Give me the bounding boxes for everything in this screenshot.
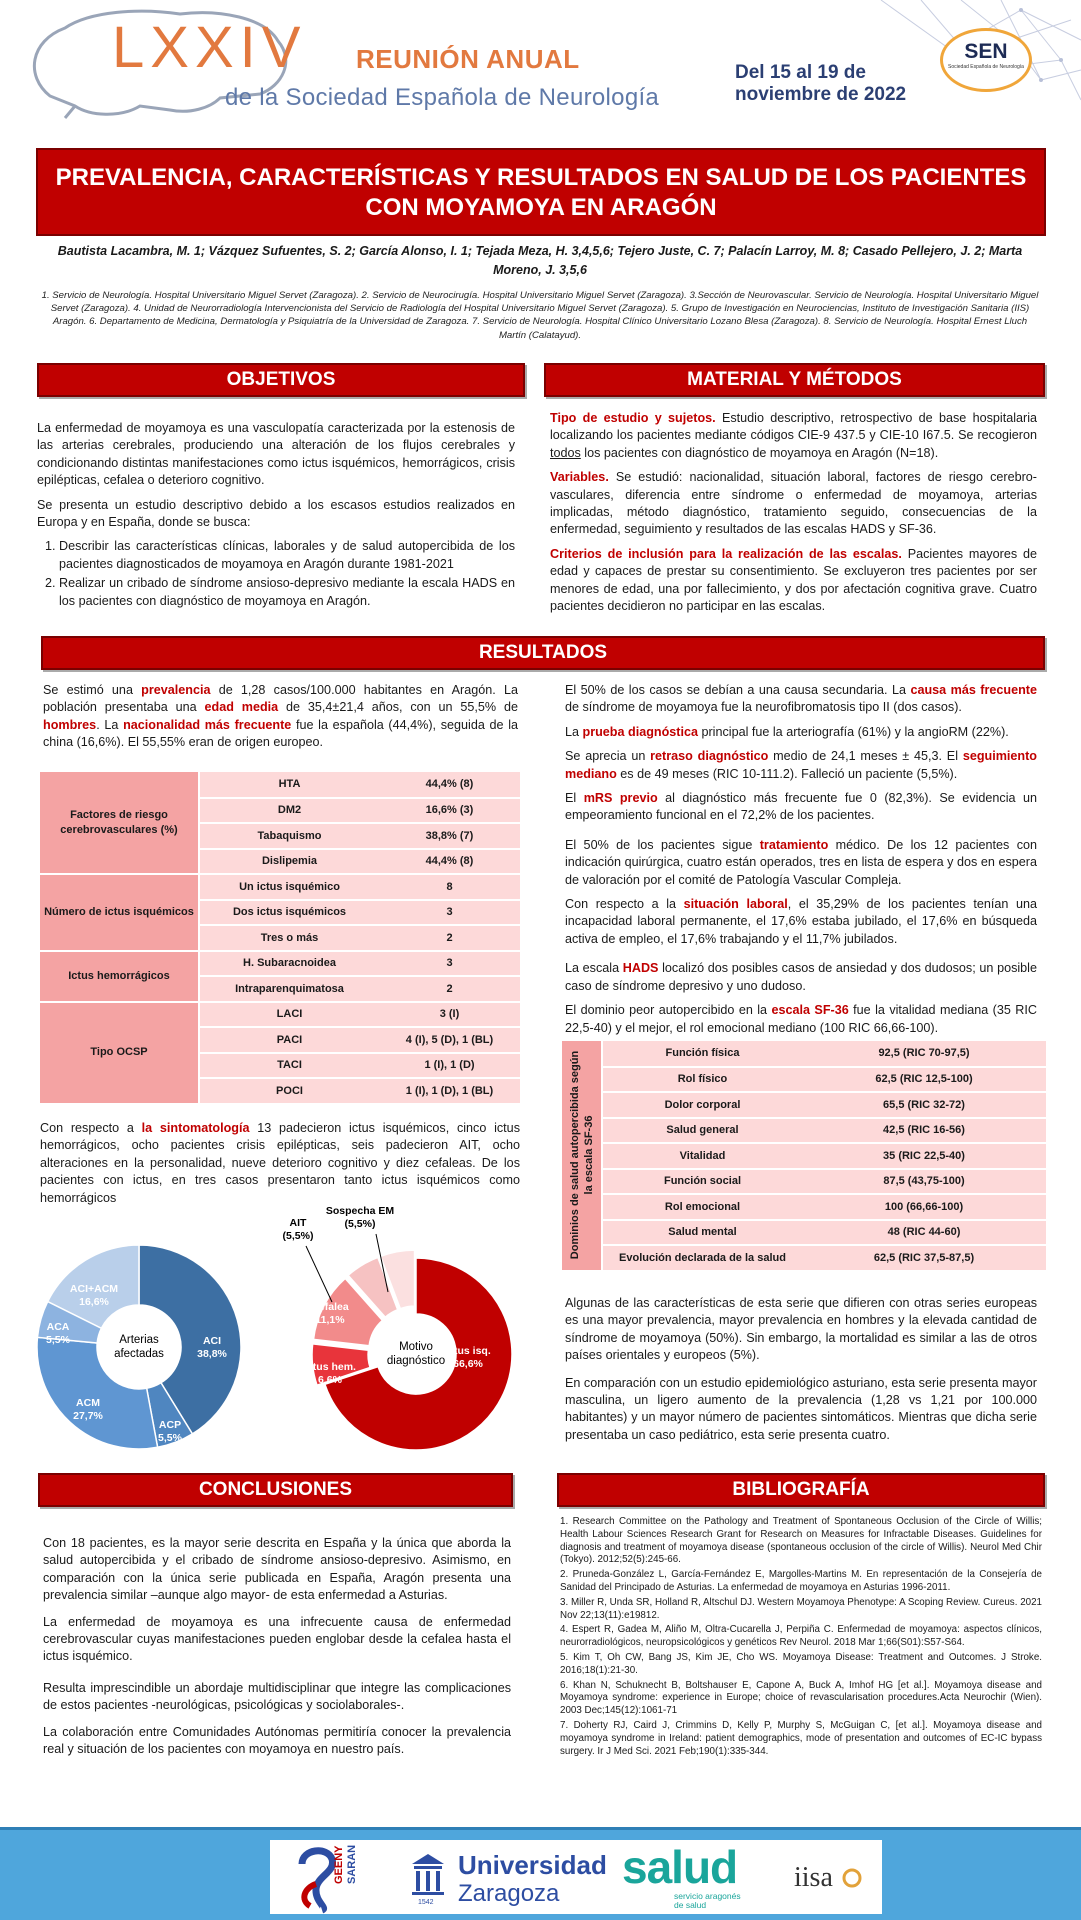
table-cell-item: POCI [199,1078,379,1104]
unizar-year: 1542 [418,1899,434,1906]
donut-data-label: ACP [158,1419,182,1431]
objetivos-item-2: 2. Realizar un cribado de síndrome ansioso-depresivo mediante la escala HADS en los pacientes con diagnóstico de moyamoya en Aragón. [59,575,515,610]
table-cell-value: 62,5 (RIC 12,5-100) [802,1067,1046,1093]
resultados-right-text [565,682,1037,1044]
table-row [562,1067,1046,1093]
donut-center-label: diagnóstico [386,1355,446,1367]
conclusiones-heading: CONCLUSIONES [38,1473,513,1507]
conclusiones-p4: La colaboración entre Comunidades Autónomas permitiría conocer la prevalencia real y situación de los pacientes con moyamoya en nuestro país. [43,1724,511,1757]
authors: Bautista Lacambra, M. 1; Vázquez Sufuentes, S. 2; García Alonso, I. 1; Tejada Meza, H. 3,4,5,6; Tejero Juste, C. 7; Palacín Larroy, M. 8; Casado Pellejero, J. 2; Marta Moreno, J. 3,5,6 [57,244,1023,277]
table-row [562,1169,1046,1195]
poster-title: PREVALENCIA, CARACTERÍSTICAS Y RESULTADOS EN SALUD DE LOS PACIENTES CON MOYAMOYA EN ARAGÓN [36,148,1046,236]
donut-data-label: 16,6% [79,1296,109,1308]
category-risk-factors: Factores de riesgo cerebrovasculares (%) [40,772,199,874]
resultados-left-p2: Con respecto a la sintomatología 13 padecieron ictus isquémicos, cinco ictus hemorrágicos, ocho pacientes crisis epilépticas, seis padecieron AIT, ocho alteraciones en la personalidad, nueve deterioro cognitivo y diez cefaleas. De los pacientes con ictus, en tres casos presentaron tanto ictus isquémicos como hemorrágicos [40,1121,520,1205]
affiliations: 1. Servicio de Neurología. Hospital Universitario Miguel Servet (Zaragoza). 2. Servicio de Neurocirugía. Hospital Universitario Miguel Servet (Zaragoza). 3.Sección de Neurovascular. Servicio de Neurología. Hospital Universitario Miguel Servet (Zaragoza). 4. Unidad de Neurorradiología Intervencionista del Servicio de Radiología del Hospital Universitario Miguel Servet (Zaragoza). 5. Grupo de Investigación en Neurociencias, Instituto de Investigación Sanitaria (IIS) Aragón. 6. Departamento de Medicina, Dermatología y Psiquiatría de la Universidad de Zaragoza. 7. Servicio de Neurología. Hospital Clínico Universitario Lozano Blesa (Zaragoza). 8. Servicio de Neurología. Hospital Ernest Lluch Martín (Calatayud). [41,290,1039,341]
res-right-p2: La prueba diagnóstica principal fue la arteriografía (61%) y la angioRM (22%). [565,724,1009,739]
donut-data-label: 66,6% [453,1358,483,1370]
reference-item: 5. Kim T, Oh CW, Bang JS, Kim JE, Cho WS. Moyamoya Disease: Treatment and Outcomes. J Stroke. 2016;18(1):21-30. [560,1651,1042,1676]
table-cell-value: 38,8% (7) [379,823,520,849]
table-row [40,951,520,977]
sen-logo-subtext: Sociedad Española de Neurología [948,64,1024,70]
table-cell-value: 35 (RIC 22,5-40) [802,1143,1046,1169]
donut-data-label: ACI+ACM [69,1283,119,1295]
sponsor-footer [0,1827,1081,1920]
discussion-p1: Algunas de las características de esta serie que difieren con otras series europeas es una mayor prevalencia, mayor prevalencia en hombres y la elevada cantidad de síndrome de moyamoya (50%). Sin embargo, la mortalidad es similar a las de otros países orientales y europeos (5%). [565,1296,1037,1363]
table-cell-value: 3 [379,951,520,977]
donut-data-label: 6,6% [318,1374,342,1386]
table-row [40,772,520,798]
table-cell-value: 3 [379,900,520,926]
universidad-text: Universidad [458,1850,607,1880]
reference-item: 1. Research Committee on the Pathology and Treatment of Spontaneous Occlusion of the Circle of Willis; Health Labour Sciences Research Grant for Research on Measures for Infractable Diseases. Guidelines for diagnosis and treatment of moyamoya disease (spontaneous occlusion of the circle of Willis). Neurol Med Chir (Tokyo). 2012;52(5):245-66. [560,1516,1042,1566]
motivo-donut-chart [282,1204,520,1452]
table-cell-value: 16,6% (3) [379,798,520,824]
donut-data-label: 5,5% [46,1334,70,1346]
table-cell-item: Dislipemia [199,849,379,875]
table-cell-value: 42,5 (RIC 16-56) [802,1118,1046,1144]
objetivos-list [37,538,515,610]
geeny-text: GEENY [333,1845,345,1884]
conference-header [0,0,1081,130]
donut-data-label: Cefalea [311,1301,349,1313]
material-text [550,410,1037,622]
table-cell-item: TACI [199,1053,379,1079]
donut-data-label: ACM [76,1397,100,1409]
res-right-p5: El 50% de los pacientes sigue tratamiento médico. De los 12 pacientes con indicación quirúrgica, cuatro están operados, tres en lista de espera y dos en espera de valoración por el comité de Patología Vascular Compleja. [565,837,1037,887]
clinical-table [40,772,520,1105]
table-cell-value: 100 (66,66-100) [802,1194,1046,1220]
table-cell-value: 87,5 (43,75-100) [802,1169,1046,1195]
donut-center-label: Arterias [119,1334,159,1346]
table-cell-value: 4 (I), 5 (D), 1 (BL) [379,1027,520,1053]
salud-subtext: servicio aragonés de salud [674,1891,741,1910]
reference-item: 4. Espert R, Gadea M, Aliño M, Oltra-Cucarella J, Perpiña C. Enfermedad de moyamoya: aspectos clínicos, neurorradiológicos, neuropsicológicos y genéticos Rev Neurol. 2018 Mar 1;66(S01):S57-S64. [560,1624,1042,1649]
donut-data-label: Ictus isq. [445,1345,491,1357]
donut-center-label: Motivo [399,1341,433,1353]
table-cell-item: Salud mental [602,1220,802,1246]
iisa-text: iisa [794,1862,833,1893]
salud-logo-text: salud [622,1841,738,1893]
conclusiones-text [43,1535,511,1765]
geeny-saran-logo [292,1844,364,1912]
donut-data-label: 27,7% [73,1410,103,1422]
leader-line [306,1246,332,1302]
table-cell-value: 48 (RIC 44-60) [802,1220,1046,1246]
table-cell-item: Función física [602,1041,802,1067]
table-cell-value: 1 (I), 1 (D), 1 (BL) [379,1078,520,1104]
donut-data-label: 5,5% [158,1432,182,1444]
table-row [562,1194,1046,1220]
table-cell-value: 2 [379,976,520,1002]
table-cell-item: Rol físico [602,1067,802,1093]
donut-data-label: Sospecha EM [325,1205,395,1217]
conclusiones-p2: La enfermedad de moyamoya es una infrecuente causa de enfermedad cerebrovascular cuyas manifestaciones pueden englobar desde la cefalea hasta el ictus isquémico. [43,1614,511,1664]
table-cell-item: Vitalidad [602,1143,802,1169]
iisa-logo [792,1856,868,1900]
table-row [562,1118,1046,1144]
res-right-p1: El 50% de los casos se debían a una causa secundaria. La causa más frecuente de síndrome de moyamoya fue la neurofibromatosis tipo II (dos casos). [565,683,1037,715]
donut-data-label: AIT [289,1217,307,1229]
reference-item: 6. Khan N, Schuknecht B, Boltshauser E, Capone A, Buck A, Imhof HG [et al.]. Moyamoya disease and Moyamoya syndrome: experience in Europe; choice of revascularisation procedures.Acta Neurochir (Wien). 2003 Dec;145(12):1061-71 [560,1679,1042,1717]
meeting-title: REUNIÓN ANUAL [356,44,580,74]
donut-center-label: afectadas [114,1348,164,1360]
resultados-left-p1: Se estimó una prevalencia de 1,28 casos/100.000 habitantes en Aragón. La población presentaba una edad media de 35,4±21,4 años, con un 55,5% de hombres. La nacionalidad más frecuente fue la española (44,4%), seguida de la china (16,6%). El 55,55% eran de origen europeo. [43,683,518,750]
resultados-heading: RESULTADOS [41,636,1045,670]
table-cell-item: Rol emocional [602,1194,802,1220]
objetivos-p1: La enfermedad de moyamoya es una vasculopatía caracterizada por la estenosis de las arterias cerebrales, produciendo una alteración de los flujos cerebrales y condicionando distintas manifestaciones como ictus isquémicos, hemorrágicos, crisis epilépticas, cefalea o deterioro cognitivo. [37,421,515,488]
donut-data-label: (5,5%) [282,1230,314,1242]
table-cell-value: 3 (I) [379,1002,520,1028]
table-cell-value: 92,5 (RIC 70-97,5) [802,1041,1046,1067]
table-cell-value: 1 (I), 1 (D) [379,1053,520,1079]
table-cell-item: PACI [199,1027,379,1053]
category-ocsp-type: Tipo OCSP [40,1002,199,1104]
table-cell-item: Tabaquismo [199,823,379,849]
discussion-p2: En comparación con un estudio epidemiológico asturiano, esta serie presenta mayor masculina, un ligero aumento de la prevalencia (1,28 vs 1,21 por 100.000 habitantes) y un mayor número de pacientes sintomáticos. Mientras que dicha serie presentaba un caso pediátrico, esta serie presenta cuatro. [565,1375,1037,1442]
table-cell-value: 65,5 (RIC 32-72) [802,1092,1046,1118]
table-row [562,1041,1046,1067]
material-p3: Criterios de inclusión para la realización de las escalas. Pacientes mayores de edad y capaces de prestar su consentimiento. Se excluyeron tres pacientes por ser menores de edad, una por fallecimiento, y dos por afectación cognitiva grave. Cuatro pacientes decidieron no participar en las escalas. [550,546,1037,614]
reference-item: 3. Miller R, Unda SR, Holland R, Altschul DJ. Western Moyamoya Phenotype: A Scoping Review. Cureus. 2021 Nov 22;13(11):e19812. [560,1596,1042,1621]
table-cell-value: 62,5 (RIC 37,5-87,5) [802,1245,1046,1271]
donut-data-label: 11,1% [315,1314,345,1326]
table-cell-value: 8 [379,874,520,900]
reference-item: 2. Pruneda-González L, García-Fernández E, Margolles-Martins M. En representación de la Consejería de Sanidad del Principado de Asturias. La enfermedad de moyamoya en Asturias 1996-2011. [560,1569,1042,1593]
donut-data-label: (5,5%) [344,1218,376,1230]
donut-data-label: 38,8% [197,1348,227,1360]
table-row [40,1002,520,1028]
donut-data-label: Ictus hem. [304,1361,356,1373]
res-right-p4: El mRS previo al diagnóstico más frecuente fue 0 (82,3%). Se evidencia un empeoramiento funcional en el 72,2% de los pacientes. [565,791,1037,823]
bibliografia-heading: BIBLIOGRAFÍA [557,1473,1045,1507]
society-name: de la Sociedad Española de Neurología [225,84,660,111]
res-right-p8: El dominio peor autopercibido en la escala SF-36 fue la vitalidad mediana (35 RIC 22,5-40) y el mejor, el rol emocional mediano (100 RIC 66,66-100). [565,1003,1037,1035]
table-cell-item: Tres o más [199,925,379,951]
objetivos-text [37,420,515,612]
sf36-vertical-label: Dominios de salud autopercibida según la escala SF-36 [562,1041,602,1271]
table-cell-value: 44,4% (8) [379,772,520,798]
bibliography-list [560,1516,1042,1760]
table-cell-item: Un ictus isquémico [199,874,379,900]
sponsor-logos [270,1840,882,1914]
table-cell-value: 44,4% (8) [379,849,520,875]
reference-item: 7. Doherty RJ, Caird J, Crimmins D, Kelly P, Murphy S, McGuigan C, [et al.]. Moyamoya disease and moyamoya syndrome in Ireland: patient demographics, mode of presentation and outcomes of EC-IC bypass surgery. Ir J Med Sci. 2021 Feb;190(1):335-344. [560,1719,1042,1757]
sen-logo [940,28,1032,92]
objetivos-item-1: 1. Describir las características clínicas, laborales y de salud autopercibida de los pacientes diagnosticados de moyamoya en Aragón durante 1981-2021 [59,538,515,573]
table-cell-item: HTA [199,772,379,798]
meeting-dates: Del 15 al 19 de noviembre de 2022 [735,62,907,105]
table-cell-item: LACI [199,1002,379,1028]
objetivos-heading: OBJETIVOS [37,363,525,397]
donut-data-label: ACI [202,1335,222,1347]
table-cell-value: 2 [379,925,520,951]
table-cell-item: Dolor corporal [602,1092,802,1118]
category-ischemic-strokes: Número de ictus isquémicos [40,874,199,951]
arterias-donut-chart [34,1242,244,1452]
table-row [562,1092,1046,1118]
table-cell-item: Salud general [602,1118,802,1144]
category-hemorrhagic-strokes: Ictus hemorrágicos [40,951,199,1002]
material-p1: Tipo de estudio y sujetos. Estudio descriptivo, retrospectivo de base hospitalaria localizando los pacientes mediante códigos CIE-9 437.5 y CIE-10 I67.5. Se recogieron todos los pacientes con diagnóstico de moyamoya en Aragón (N=18). [550,411,1037,460]
table-row [562,1245,1046,1271]
sf36-table [562,1041,1046,1272]
unizar-emblem [408,1850,448,1906]
table-cell-item: Intraparenquimatosa [199,976,379,1002]
table-cell-item: Evolución declarada de la salud [602,1245,802,1271]
material-p2: Variables. Se estudió: nacionalidad, situación laboral, factores de riesgo cerebro-vasculares, diferencia entre síndrome o enfermedad de moyamoya, arterias implicadas, método diagnóstico, tratamiento seguido, consecuencias de la enfermedad, seguimiento y resultados de las escalas HADS y SF-36. [550,470,1037,537]
table-cell-item: Dos ictus isquémicos [199,900,379,926]
conclusiones-p3: Resulta imprescindible un abordaje multidisciplinar que integre las complicaciones de estos pacientes -neurológicas, psicológicas y sociolaborales-. [43,1680,511,1713]
table-cell-item: H. Subaracnoidea [199,951,379,977]
table-row [40,874,520,900]
material-heading: MATERIAL Y MÉTODOS [544,363,1045,397]
saran-text: SARAN [346,1844,358,1884]
res-right-p3: Se aprecia un retraso diagnóstico medio de 24,1 meses ± 45,3. El seguimiento mediano es de 49 meses (RIC 10-111.2). Falleció un paciente (5,5%). [565,749,1037,781]
sen-logo-text: SEN [964,40,1008,63]
res-right-p6: Con respecto a la situación laboral, el 35,29% de los pacientes tenían una incapacidad laboral permanente, el 17,6% estaba jubilado, el 17,6% en búsqueda activa de empleo, el 17,6% trabajando y el 11,7% jubilados. [565,897,1037,946]
table-cell-item: Función social [602,1169,802,1195]
edition-number: LXXIV [112,15,307,80]
res-right-p7: La escala HADS localizó dos posibles casos de ansiedad y dos dudosos; un posible caso de síndrome depresivo y uno dudoso. [565,961,1037,993]
donut-data-label: ACA [46,1321,70,1333]
table-row [562,1143,1046,1169]
objetivos-p2: Se presenta un estudio descriptivo debido a los escasos estudios realizados en Europa y en España, donde se busca: [37,497,515,530]
conclusiones-p1: Con 18 pacientes, es la mayor serie descrita en España y la única que aborda la salud autopercibida y el cribado de síndrome ansioso-depresivo. Asimismo, en comparación con la única serie publicada en España, Aragón presenta una prevalencia similar –aunque algo mayor- de esta enfermedad a Asturias. [43,1536,511,1603]
discussion-text [565,1295,1037,1451]
table-cell-item: DM2 [199,798,379,824]
table-row [562,1220,1046,1246]
zaragoza-text: Zaragoza [458,1880,560,1907]
